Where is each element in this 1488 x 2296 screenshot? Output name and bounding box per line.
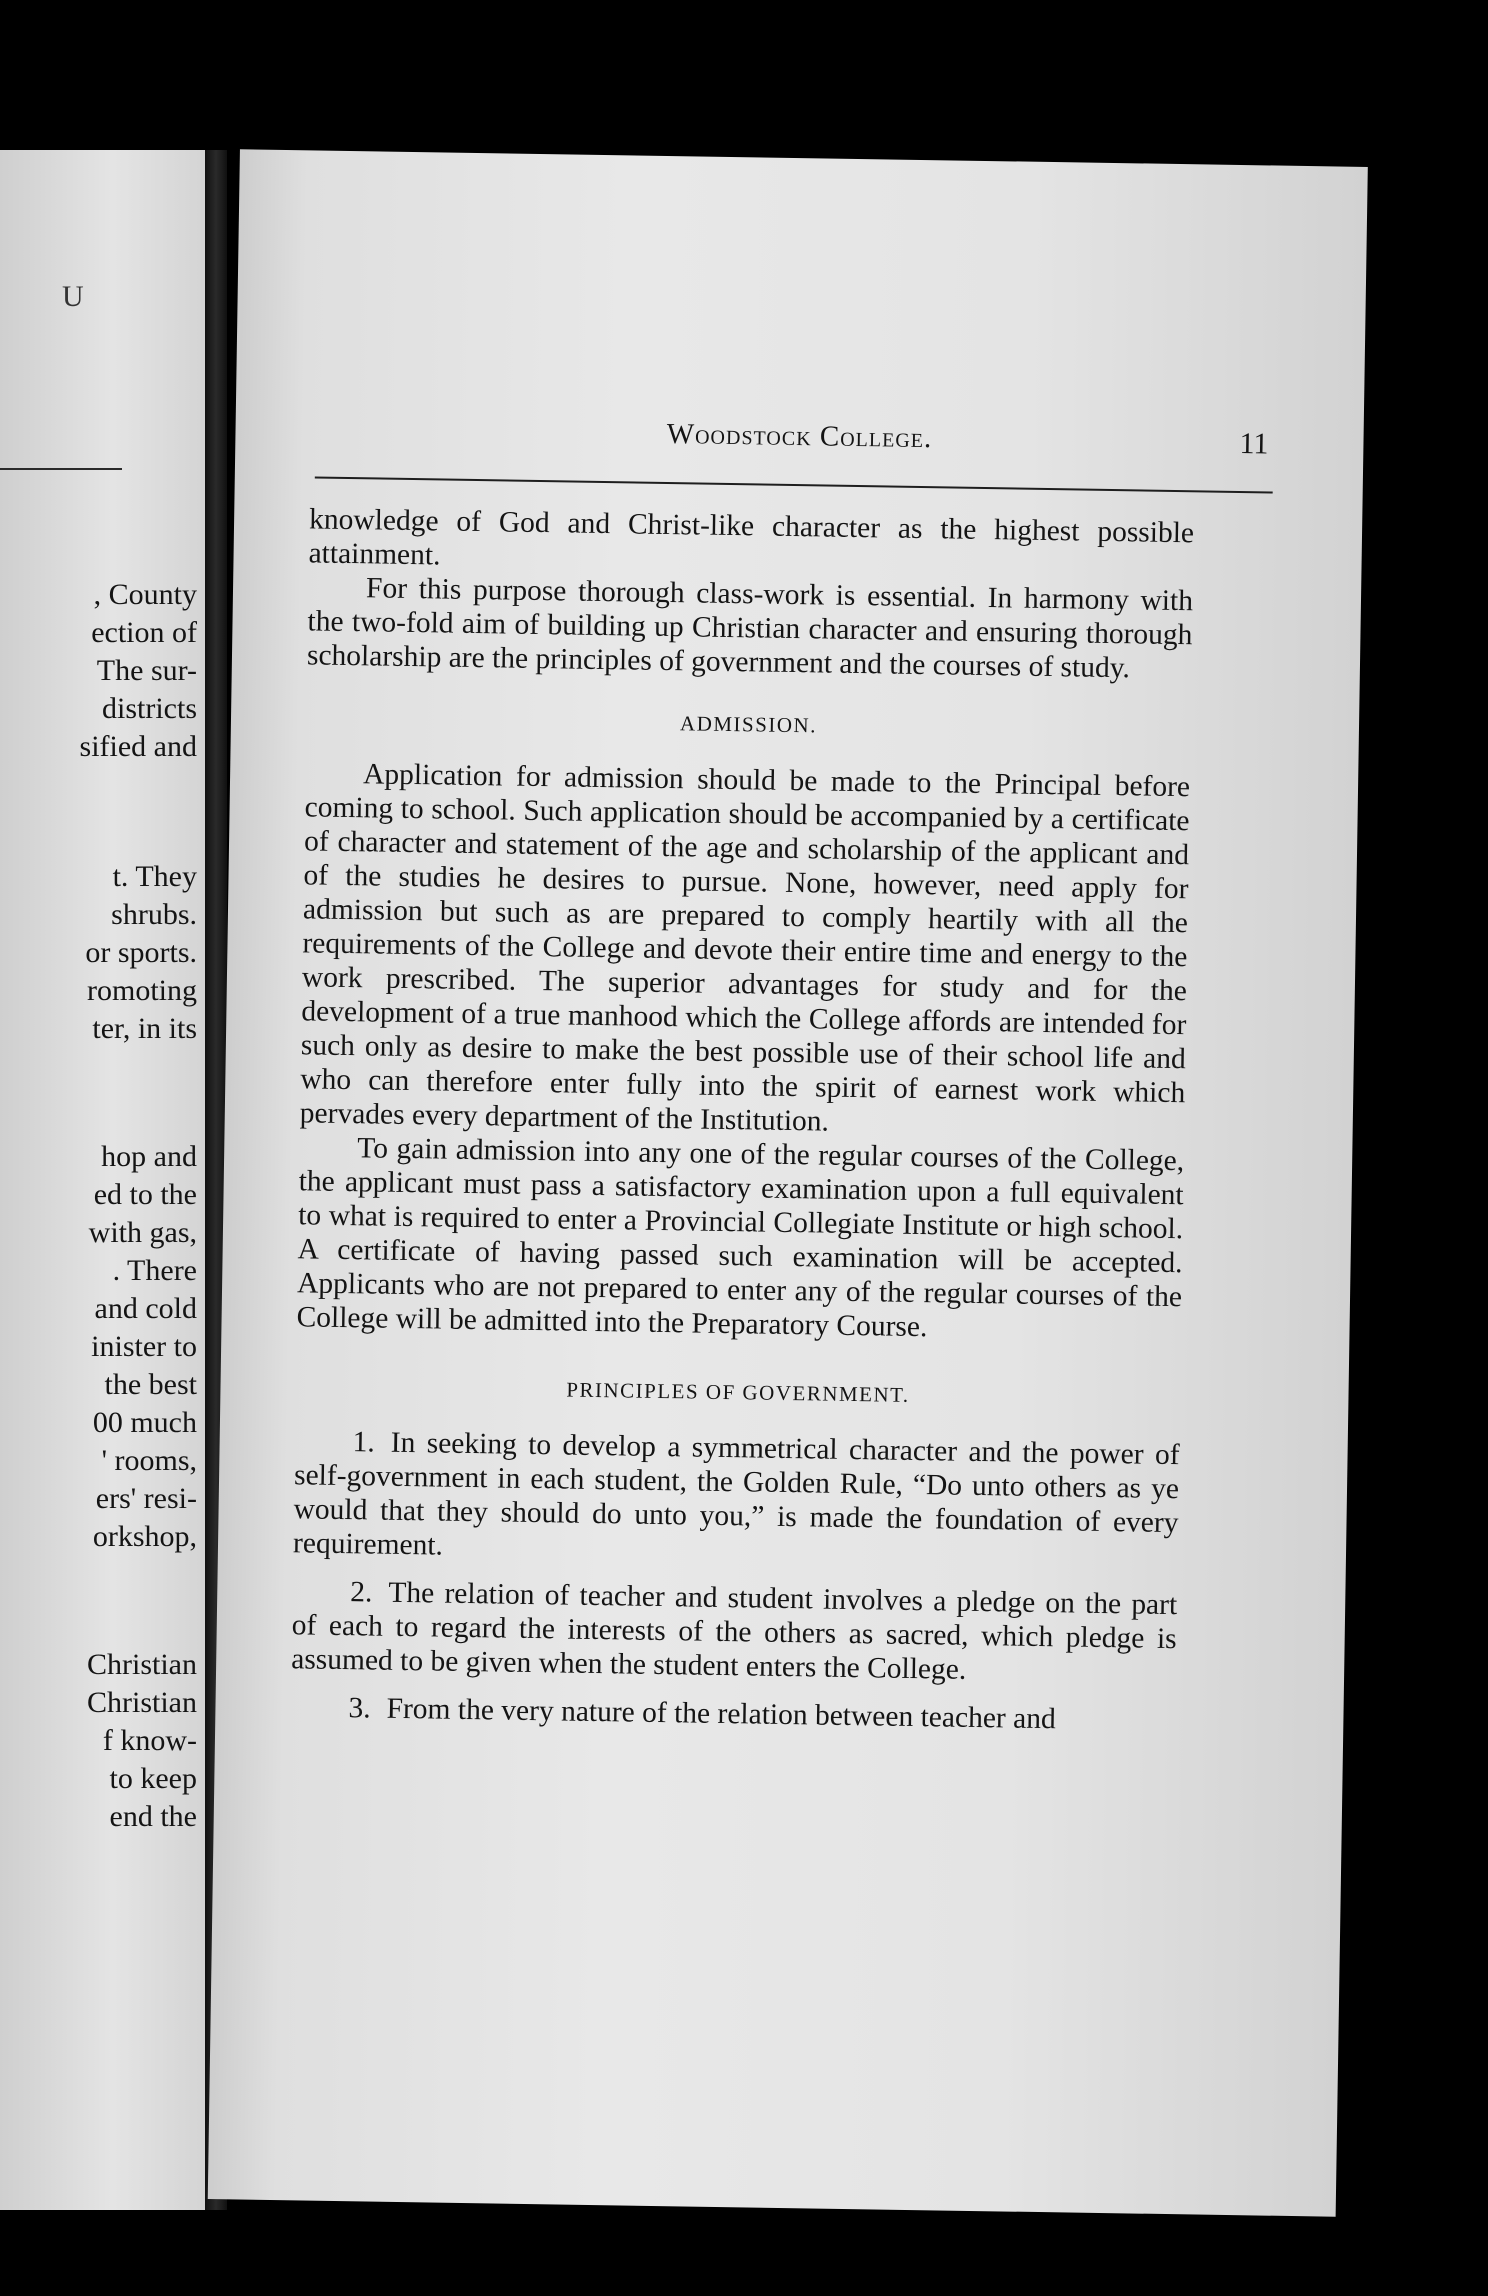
left-page-line: ter, in its [92,1012,197,1045]
list-item [291,1574,1177,1690]
left-page-line: , County [93,578,197,611]
list-item-text: From the very nature of the relation between teacher and [386,1692,1056,1736]
left-page-line: inister to [91,1330,197,1363]
list-item-number: 2. [350,1576,373,1609]
left-page-line: Christian [87,1648,197,1681]
left-page-line: sified and [79,730,197,763]
left-page-line: f know- [102,1724,197,1757]
list-item [290,1690,1175,1738]
body-text [290,502,1194,1738]
left-page-line: 00 much [92,1406,197,1439]
left-page-line: romoting [87,974,197,1007]
left-page-line: end the [109,1800,197,1833]
page-number: 11 [1239,426,1269,461]
section-heading-admission: ADMISSION. [679,711,818,738]
list-item-number: 3. [348,1692,371,1725]
left-page-line: hop and [101,1140,197,1173]
list-item [293,1424,1180,1574]
section-heading-government: PRINCIPLES OF GOVERNMENT. [566,1377,910,1407]
paragraph-continued: knowledge of God and Christ-like character as the highest possible attainment. [308,503,1195,572]
list-item-text: The relation of teacher and student involves a pledge on the part of each to regard the interests of the others as sacred, which pledge is assumed to be given when the student enters the College. [290,1576,1178,1686]
left-page-line: ection of [91,616,197,649]
main-page [208,149,1368,2216]
left-page-line: and cold [94,1292,197,1325]
paragraph-admission-application: Application for admission should be made to the Principal before coming to school. Such application should be accompanied by a certificate of character and statement of the age and scholarship of the applicant and of the studies he desires to pursue. None, however, need apply for admission but such as are prepared to comply heartily with all the requirements of the College and devote their entire time and energy to the work prescribed. The superior advantages for study and for the development of a true manhood which the College affords are intended for such only as desire to make the best possible use of their school life and who can therefore enter fully into the spirit of earnest work which pervades every department of the Institution. [299,758,1191,1138]
left-page-line: orkshop, [92,1520,197,1553]
left-page-line: districts [102,692,197,725]
left-page-line: the best [104,1368,197,1401]
left-page-line: t. They [112,860,197,893]
left-page-line: to keep [109,1762,197,1795]
running-head: Woodstock College. [666,417,933,455]
left-page-line: ' rooms, [101,1444,197,1477]
left-page-line: with gas, [88,1216,197,1249]
left-page-rule [0,468,122,470]
left-page-mark: U [62,280,84,313]
list-item-number: 1. [352,1426,376,1459]
left-page-line: . There [112,1254,197,1287]
left-page-line: ed to the [93,1178,197,1211]
left-page-line: shrubs. [111,898,197,931]
list-item-text: In seeking to develop a symmetrical character and the power of self-government in each student, the Golden Rule, “Do unto others as ye would that they should do unto you,” is made the foundation of every requirement. [292,1426,1180,1562]
left-page-line: or sports. [85,936,197,969]
header-rule [315,476,1273,493]
paragraph-purpose: For this purpose thorough class-work is essential. In harmony with the two-fold aim of building up Christian character and ensuring thorough scholarship are the principles of government and the courses of study. [306,572,1194,685]
left-page-line: Christian [87,1686,197,1719]
paragraph-admission-examination: To gain admission into any one of the regular courses of the College, the applicant must pass a satisfactory examination upon a full equivalent to what is required to enter a Provincial Collegiate Institute or high school. A certificate of having passed such examination will be accepted. Applicants who are not prepared to enter any of the regular courses of the College will be admitted into the Preparatory Course. [296,1132,1185,1344]
left-page-fragment [0,150,205,2210]
left-page-line: The sur- [96,654,197,687]
left-page-line: ers' resi- [95,1482,197,1515]
